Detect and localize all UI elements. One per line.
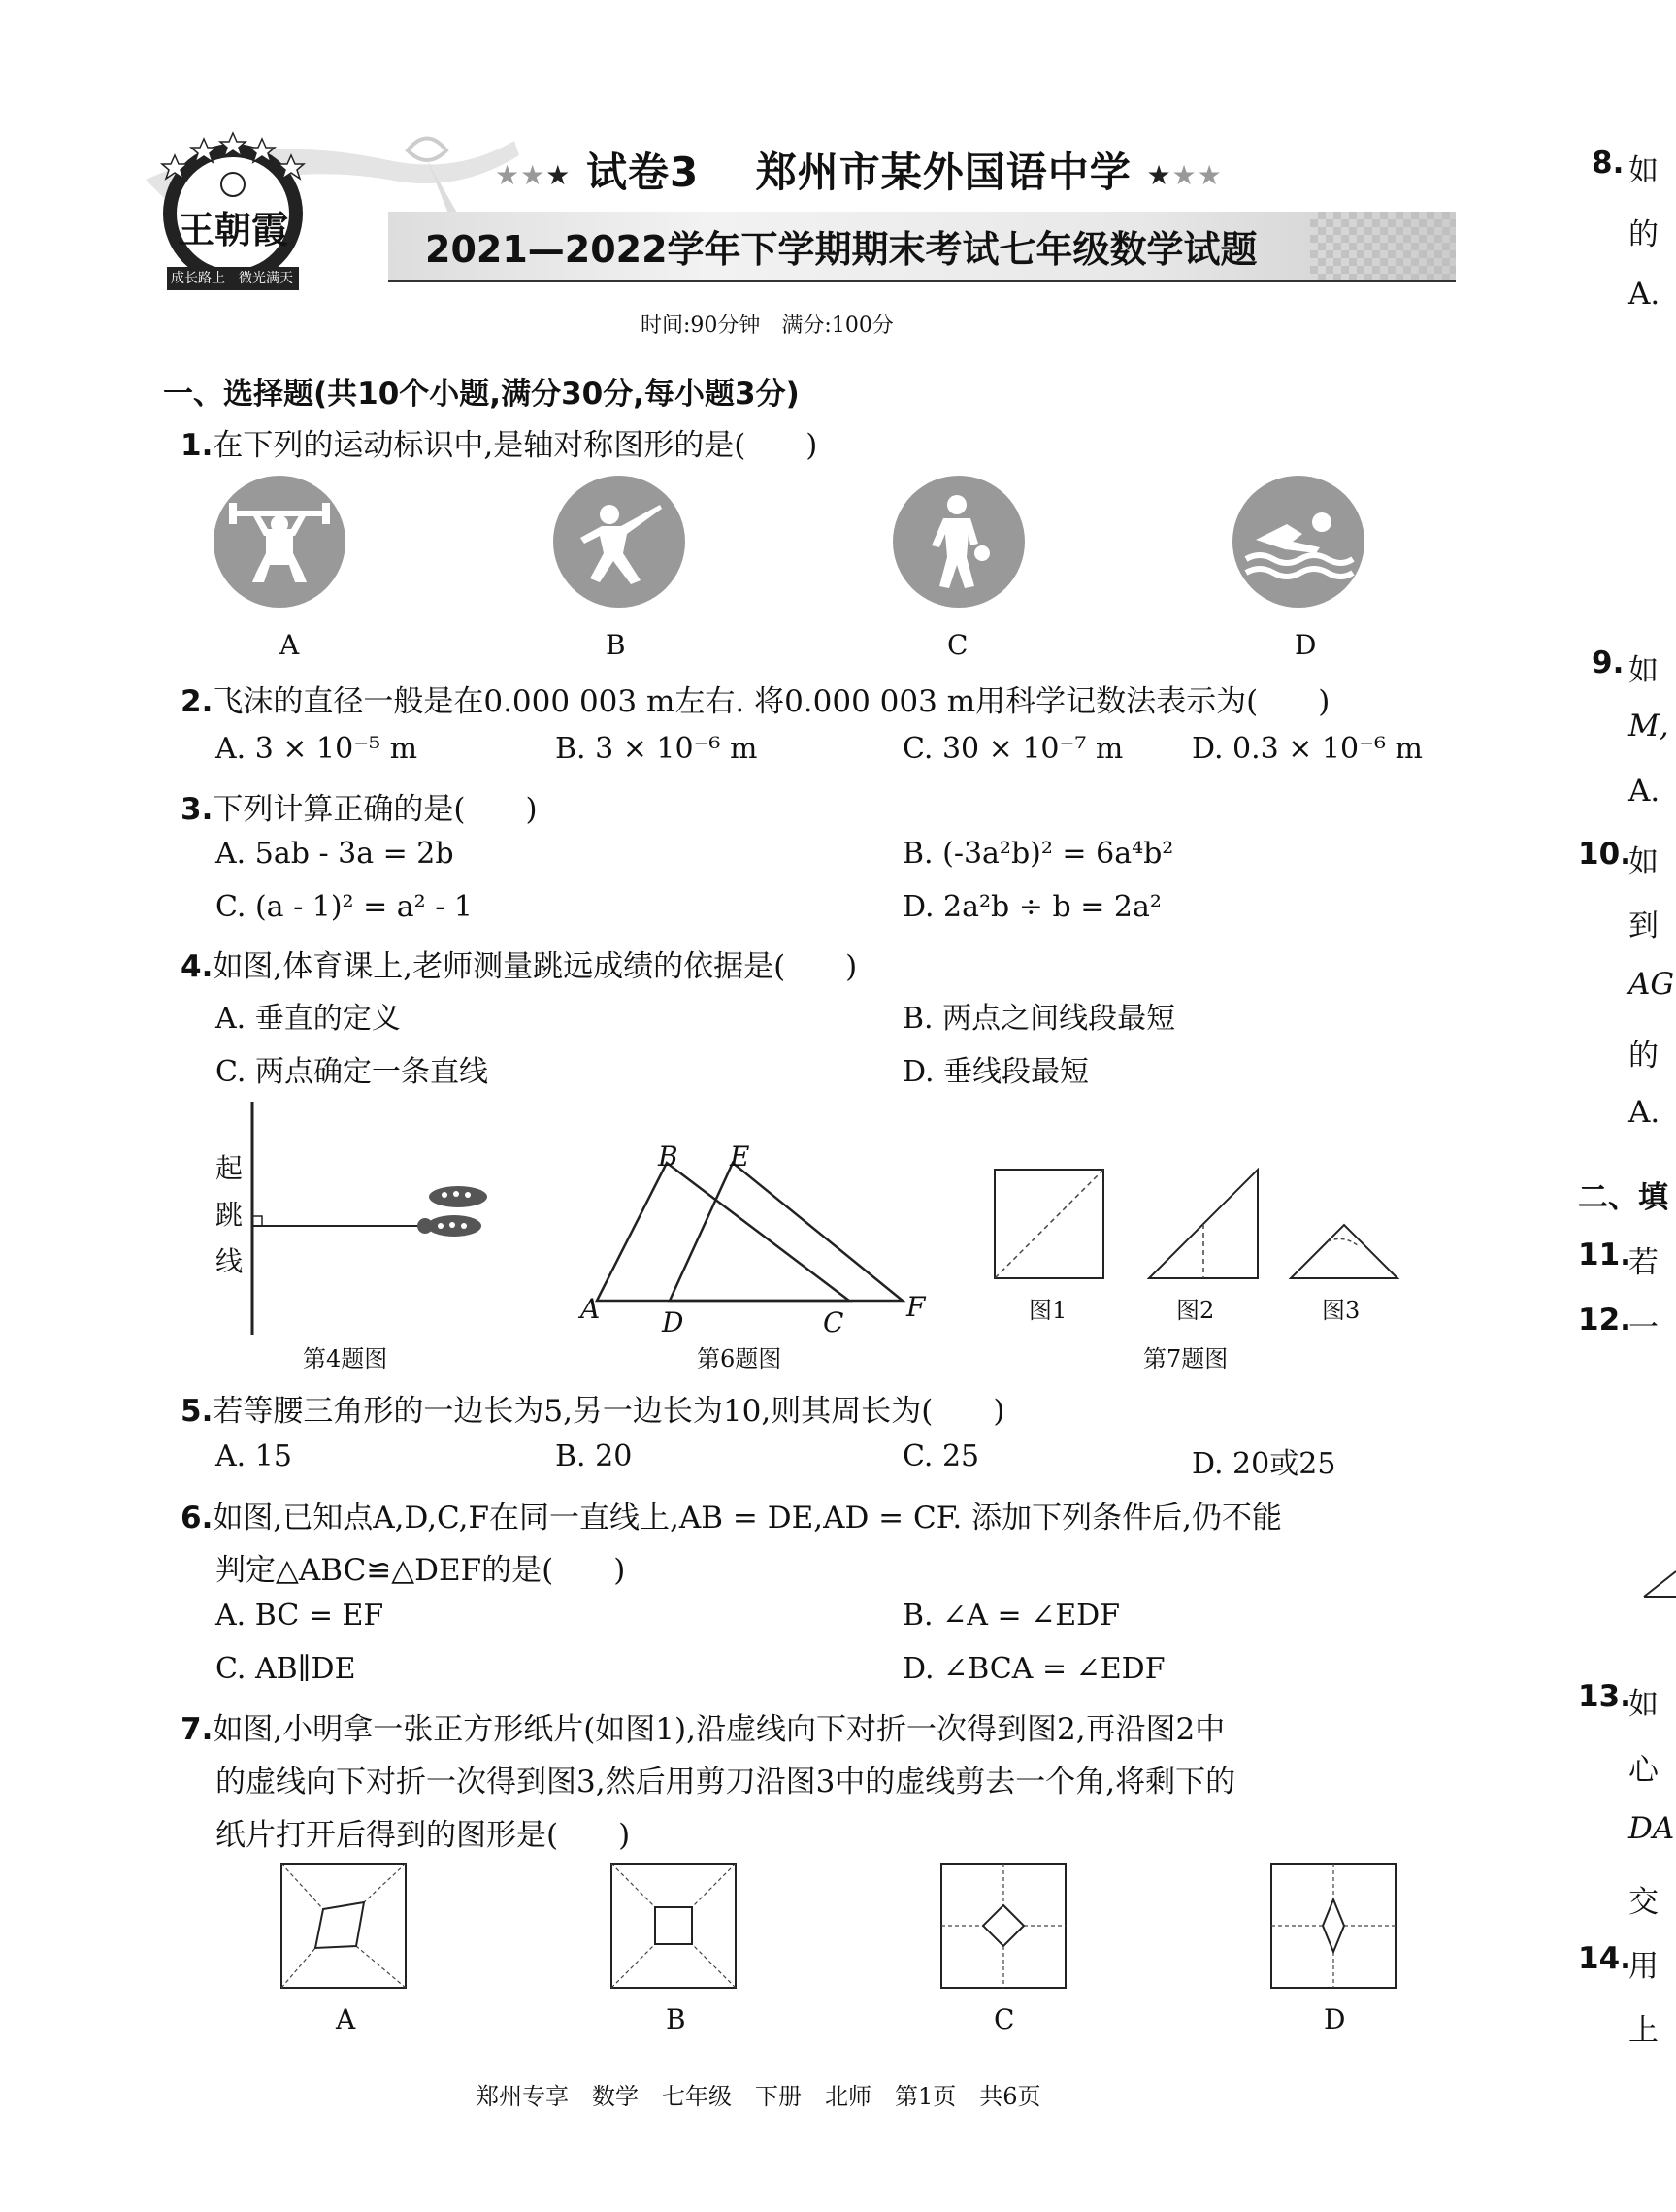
right-section-2: 二、填	[1578, 1180, 1668, 1215]
q2-option-d: D. 0.3 × 10⁻⁶ m	[1192, 732, 1423, 766]
right-q10-number: 10.	[1578, 837, 1631, 872]
q1-label-b: B	[606, 629, 626, 661]
section-title: 一、选择题(共10个小题,满分30分,每小题3分)	[163, 377, 800, 412]
question-text: 下列计算正确的是( )	[213, 792, 538, 827]
q3-option-a: A. 5ab - 3a = 2b	[215, 837, 454, 871]
right-q10-line4: 的	[1628, 1039, 1659, 1073]
q7-option-a-label: A	[336, 2003, 356, 2035]
q6-option-b: B. ∠A = ∠EDF	[903, 1599, 1121, 1633]
question-text: 在下列的运动标识中,是轴对称图形的是( )	[213, 428, 818, 463]
logo-slogan-1: 成长路上	[171, 271, 225, 286]
q2-option-a: A. 3 × 10⁻⁵ m	[215, 732, 418, 766]
q6-option-c: C. AB∥DE	[215, 1652, 356, 1686]
question-number: 6.	[181, 1501, 214, 1535]
q5-option-c: C. 25	[903, 1439, 980, 1473]
right-q14-text: 用	[1628, 1949, 1659, 1984]
q7-figure-b	[611, 1864, 736, 1988]
swimming-icon	[1232, 476, 1364, 608]
right-q11-number: 11.	[1578, 1238, 1631, 1272]
logo-slogan-2: 微光满天	[239, 271, 293, 286]
right-q14-number: 14.	[1578, 1941, 1631, 1976]
question-6-line-2: 判定△ABC≌△DEF的是( )	[215, 1553, 626, 1588]
weightlifting-icon	[214, 476, 345, 608]
right-q12-number: 12.	[1578, 1303, 1631, 1337]
exam-heading	[495, 141, 1271, 199]
q6-option-d: D. ∠BCA = ∠EDF	[903, 1652, 1166, 1686]
right-q9-text: 如	[1628, 653, 1659, 688]
q1-label-d: D	[1295, 629, 1317, 661]
q5-option-b: B. 20	[555, 1439, 633, 1473]
point-f: F	[906, 1291, 926, 1323]
right-q8-line2: 的	[1628, 217, 1659, 252]
page-footer: 郑州专享 数学 七年级 下册 北师 第1页 共6页	[476, 2083, 1041, 2110]
figure-7	[990, 1165, 1407, 1286]
q3-option-b: B. (-3a²b)² = 6a⁴b²	[903, 837, 1174, 871]
q5-option-a: A. 15	[215, 1439, 292, 1473]
exam-label: 试卷3	[585, 149, 700, 196]
question-3	[181, 784, 538, 828]
point-b: B	[658, 1140, 678, 1172]
star-icon: ★	[1146, 159, 1172, 191]
school-name: 郑州市某外国语中学	[755, 149, 1132, 196]
takeoff-line-label: 起跳线	[215, 1152, 244, 1277]
question-number: 5.	[181, 1394, 214, 1429]
question-number: 7.	[181, 1712, 214, 1747]
right-q13-line4: 交	[1628, 1885, 1659, 1920]
right-q13-line2: 心	[1628, 1753, 1659, 1788]
question-6	[181, 1493, 1282, 1536]
q7-option-b-label: B	[666, 2003, 686, 2035]
logo-text: 王朝霞	[178, 208, 289, 251]
question-text-line-1: 如图,小明拿一张正方形纸片(如图1),沿虚线向下对折一次得到图2,再沿图2中	[213, 1712, 1226, 1747]
q2-option-b: B. 3 × 10⁻⁶ m	[555, 732, 758, 766]
figure-4	[204, 1102, 495, 1344]
q7-option-d-label: D	[1324, 2003, 1346, 2035]
question-text: 如图,体育课上,老师测量跳远成绩的依据是( )	[213, 949, 858, 984]
right-q13-line3: DA	[1628, 1811, 1675, 1846]
q7-options-figures	[277, 1859, 1402, 1995]
question-1	[181, 420, 817, 464]
point-a: A	[580, 1293, 601, 1325]
q5-option-d: D. 20或25	[1192, 1447, 1336, 1481]
q7-figure-c	[941, 1864, 1066, 1988]
question-2	[181, 677, 1330, 720]
figure-4-caption: 第4题图	[303, 1345, 388, 1372]
figure-7-sub-1: 图1	[1029, 1297, 1068, 1324]
fencing-icon	[553, 476, 685, 608]
figure-7-sub-2: 图2	[1176, 1297, 1215, 1324]
question-text: 若等腰三角形的一边长为5,另一边长为10,则其周长为( )	[213, 1394, 1005, 1429]
star-icon: ★★	[495, 159, 546, 191]
exam-title: 2021—2022学年下学期期末考试七年级数学试题	[425, 228, 1258, 271]
point-e: E	[730, 1140, 750, 1172]
right-q10-option: A.	[1628, 1095, 1660, 1130]
q4-option-a: A. 垂直的定义	[215, 1002, 401, 1036]
q7-figure-d	[1271, 1864, 1396, 1988]
right-q13-number: 13.	[1578, 1679, 1631, 1714]
basketball-icon	[893, 476, 1025, 608]
right-q12-text: 一	[1628, 1310, 1659, 1345]
figure-6-caption: 第6题图	[697, 1345, 782, 1372]
right-q13-text: 如	[1628, 1687, 1659, 1722]
question-7	[181, 1704, 1225, 1748]
q1-label-a: A	[279, 629, 300, 661]
q4-option-d: D. 垂线段最短	[903, 1055, 1090, 1089]
right-q10-line3: AG	[1628, 967, 1675, 1002]
q4-option-c: C. 两点确定一条直线	[215, 1055, 488, 1089]
q7-figure-a	[281, 1864, 406, 1988]
question-number: 1.	[181, 428, 214, 463]
right-q9-option: A.	[1628, 774, 1660, 809]
question-4	[181, 941, 857, 985]
point-d: D	[662, 1306, 684, 1338]
q1-label-c: C	[947, 629, 969, 661]
right-q9-number: 9.	[1592, 645, 1625, 680]
question-5	[181, 1386, 1004, 1430]
star-icon: ★★	[1171, 159, 1223, 191]
q2-option-c: C. 30 × 10⁻⁷ m	[903, 732, 1124, 766]
question-text: 飞沫的直径一般是在0.000 003 m左右. 将0.000 003 m用科学记数法表示为( )	[213, 684, 1331, 719]
question-number: 3.	[181, 792, 214, 827]
figure-7-caption: 第7题图	[1143, 1345, 1229, 1372]
angle-fragment	[1640, 1568, 1676, 1606]
right-q9-line2: M,	[1628, 709, 1669, 743]
right-q8-option: A.	[1628, 277, 1660, 312]
question-number: 2.	[181, 684, 214, 719]
q7-option-c-label: C	[994, 2003, 1015, 2035]
right-q10-text: 如	[1628, 844, 1659, 879]
question-7-line-2: 的虚线向下对折一次得到图3,然后用剪刀沿图3中的虚线剪去一个角,将剩下的	[215, 1765, 1236, 1799]
q3-option-d: D. 2a²b ÷ b = 2a²	[903, 890, 1162, 924]
q3-option-c: C. (a - 1)² = a² - 1	[215, 890, 473, 924]
right-q10-line2: 到	[1628, 908, 1659, 943]
figure-6	[577, 1145, 927, 1320]
question-7-line-3: 纸片打开后得到的图形是( )	[215, 1818, 631, 1853]
question-number: 4.	[181, 949, 214, 984]
right-q14-line2: 上	[1628, 2013, 1659, 2048]
point-c: C	[823, 1306, 844, 1338]
q6-option-a: A. BC = EF	[215, 1599, 384, 1633]
right-q8-text: 如	[1628, 153, 1659, 188]
q4-option-b: B. 两点之间线段最短	[903, 1002, 1176, 1036]
time-info: 时间:90分钟 满分:100分	[641, 314, 894, 338]
right-q8-number: 8.	[1592, 146, 1625, 181]
star-icon: ★	[545, 159, 572, 191]
right-q11-text: 若	[1628, 1245, 1659, 1280]
question-text-line-1: 如图,已知点A,D,C,F在同一直线上,AB = DE,AD = CF. 添加下列条件后,仍不能	[213, 1501, 1282, 1535]
figure-7-sub-3: 图3	[1322, 1297, 1361, 1324]
